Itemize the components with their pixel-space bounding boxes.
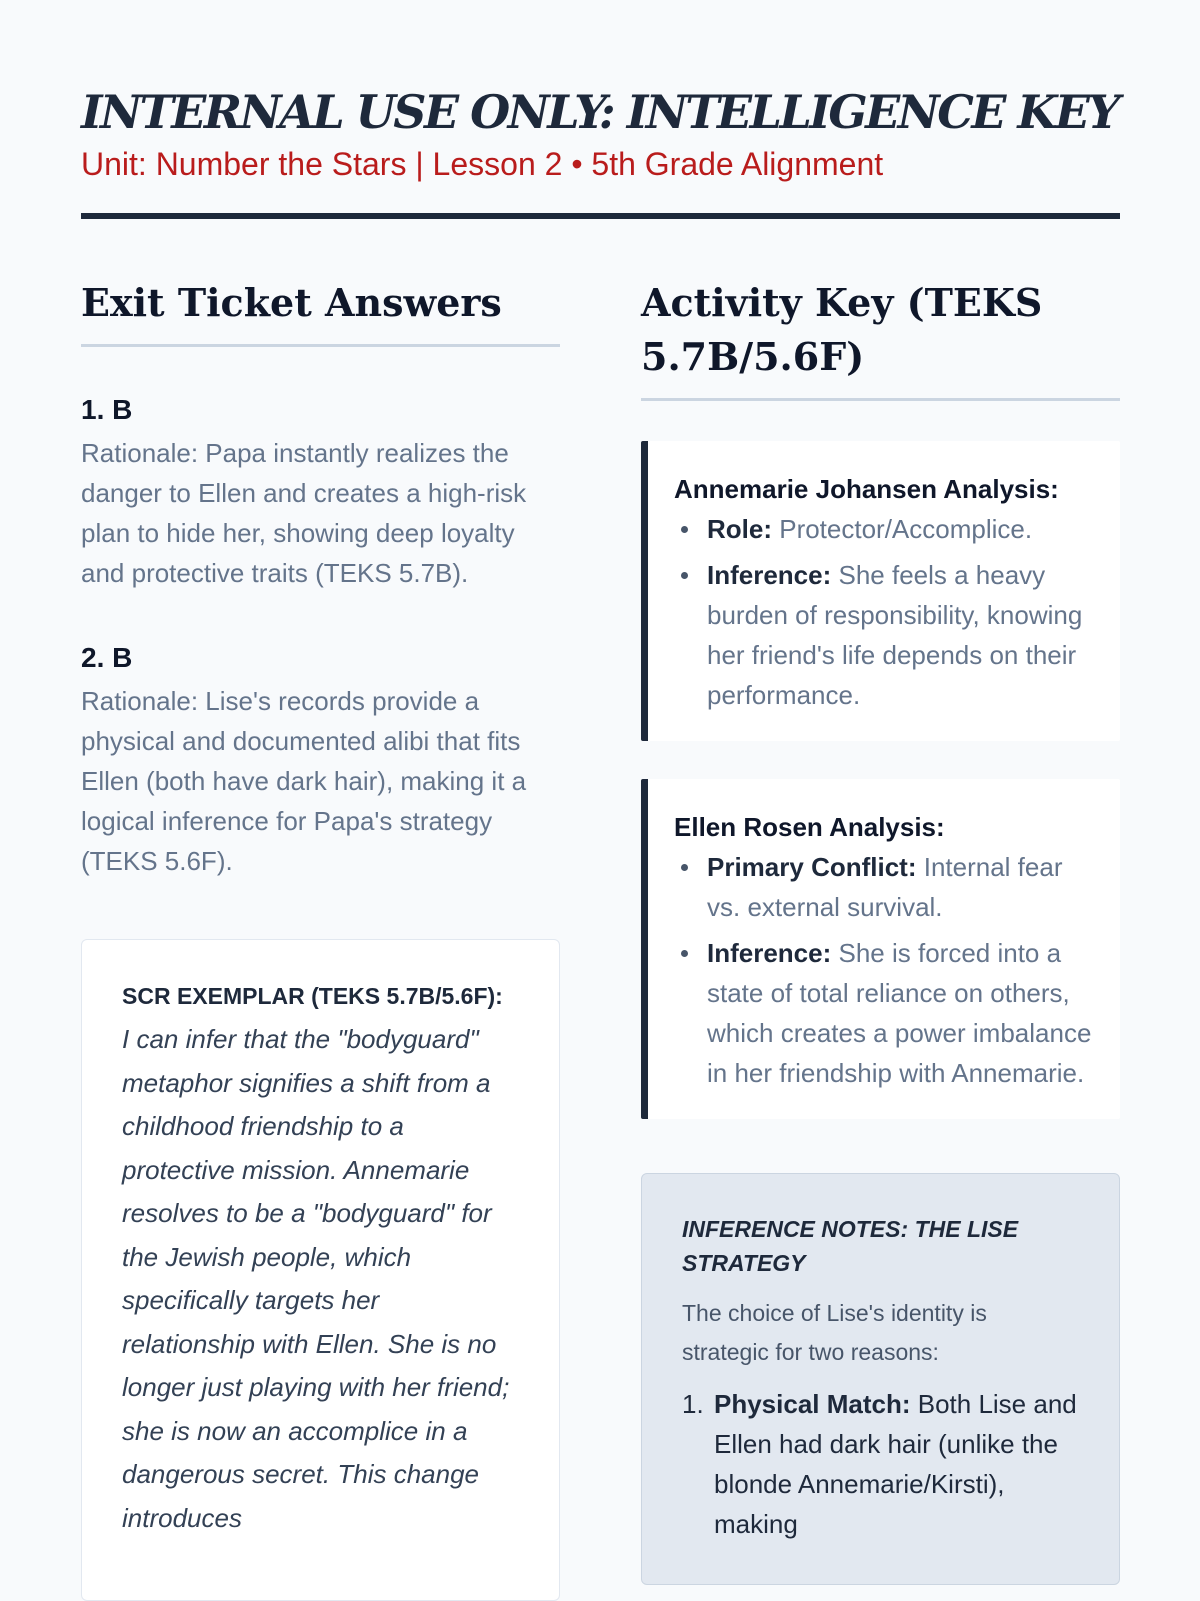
answer-label: 2. B bbox=[81, 642, 133, 673]
inference-notes-list bbox=[682, 1384, 1079, 1544]
numbered-text: Both Lise and Ellen had dark hair (unlike the blonde Annemarie/Kirsti), making bbox=[714, 1389, 1077, 1539]
list-item bbox=[674, 555, 1096, 715]
scr-exemplar-text: I can infer that the "bodyguard" metaphor signifies a shift from a childhood friendship to a protective mission. Annemarie resolves to be a "bodyguard" for the Jewish people, which specifically targets her relationship with Ellen. She is no longer just playing with her friend; she is now an accomplice in a dangerous secret. This change introduces bbox=[122, 1024, 510, 1533]
bullet-key: Inference: bbox=[707, 938, 832, 968]
list-number: 1. bbox=[682, 1389, 704, 1419]
exit-ticket-heading: Exit Ticket Answers bbox=[81, 276, 560, 347]
exit-ticket-column bbox=[81, 276, 560, 1601]
bullet-text: Internal fear vs. external survival. bbox=[707, 852, 1063, 922]
list-item bbox=[674, 509, 1096, 549]
numbered-key: Physical Match: bbox=[714, 1389, 911, 1419]
analysis-bullet-list bbox=[674, 847, 1096, 1093]
answer-item-2 bbox=[81, 639, 560, 881]
list-item bbox=[682, 1384, 1079, 1544]
annemarie-analysis-card bbox=[641, 441, 1120, 741]
ellen-analysis-card bbox=[641, 779, 1120, 1119]
bullet-text: She feels a heavy burden of responsibility, knowing her friend's life depends on their performance. bbox=[707, 560, 1083, 710]
answer-label: 1. B bbox=[81, 394, 133, 425]
analysis-card-title: Annemarie Johansen Analysis: bbox=[674, 474, 1059, 504]
list-item bbox=[674, 847, 1096, 927]
bullet-key: Primary Conflict: bbox=[707, 852, 917, 882]
answer-rationale: Rationale: Lise's records provide a physical and documented alibi that fits Ellen (both have dark hair), making it a logical inference for Papa's strategy (TEKS 5.6F). bbox=[81, 686, 527, 876]
answer-item-1 bbox=[81, 391, 560, 593]
page-title: INTERNAL USE ONLY: INTELLIGENCE KEY bbox=[81, 85, 1118, 139]
analysis-bullet-list bbox=[674, 509, 1096, 715]
bullet-key: Role: bbox=[707, 514, 772, 544]
activity-key-heading: Activity Key (TEKS 5.7B/5.6F) bbox=[641, 276, 1120, 401]
bullet-key: Inference: bbox=[707, 560, 832, 590]
activity-key-column bbox=[641, 276, 1120, 1585]
header-divider bbox=[81, 213, 1120, 219]
inference-notes-card bbox=[641, 1173, 1120, 1585]
bullet-text: She is forced into a state of total reliance on others, which creates a power imbalance in her friendship with Annemarie. bbox=[707, 938, 1092, 1088]
list-item bbox=[674, 933, 1096, 1093]
inference-notes-intro: The choice of Lise's identity is strategic for two reasons: bbox=[682, 1300, 987, 1365]
bullet-text: Protector/Accomplice. bbox=[772, 514, 1033, 544]
answer-rationale: Rationale: Papa instantly realizes the danger to Ellen and creates a high-risk plan to hide her, showing deep loyalty and protective traits (TEKS 5.7B). bbox=[81, 438, 527, 588]
page-subtitle: Unit: Number the Stars | Lesson 2 • 5th Grade Alignment bbox=[81, 146, 884, 182]
analysis-card-title: Ellen Rosen Analysis: bbox=[674, 812, 945, 842]
scr-exemplar-card bbox=[81, 939, 560, 1601]
scr-exemplar-label: SCR EXEMPLAR (TEKS 5.7B/5.6F): bbox=[122, 983, 503, 1009]
inference-notes-title: INFERENCE NOTES: THE LISE STRATEGY bbox=[682, 1216, 1019, 1276]
